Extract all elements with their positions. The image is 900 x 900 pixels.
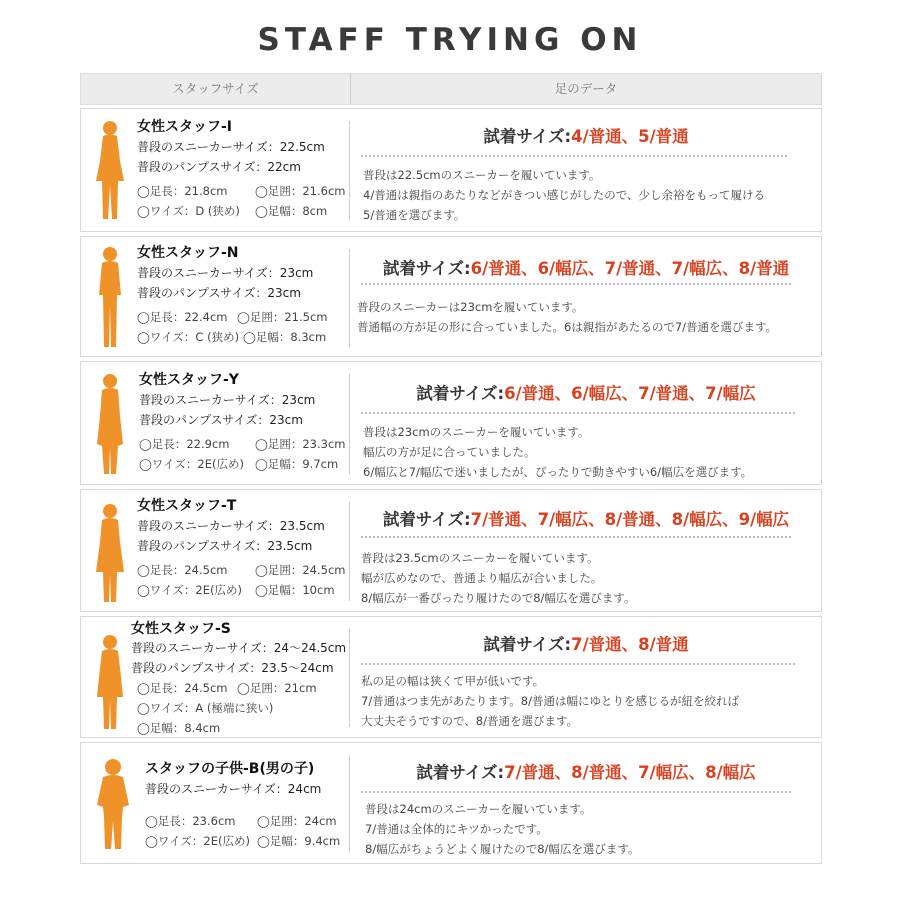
comment-line: 普段は22.5cmのスニーカーを履いています。 [363,168,601,182]
fit-sizes-heading [351,506,821,530]
fit-label: 試着サイズ: [382,510,471,529]
pumps-size: 普段のパンプスサイズ：23.5cm [137,539,313,553]
foot-girth: ◯足囲：24.5cm [255,563,346,577]
width-grade: ◯ワイズ：2E(広め) [137,583,242,597]
column-divider [349,502,350,601]
foot-width: ◯足幅：8.4cm [137,721,221,735]
sneaker-size: 普段のスニーカーサイズ：23cm [137,266,314,280]
column-divider [349,249,350,347]
staff-name: 女性スタッフ-S [131,621,231,637]
comment-line: 私の足の幅は狭くて甲が低いです。 [361,674,545,688]
fit-label: 試着サイズ: [416,763,505,782]
comment-line: 7/普通はつま先があたります。8/普通は幅にゆとりを感じるが紐を絞れば [361,694,739,708]
width-grade: ◯ワイズ：C (狭め) [137,330,240,344]
staff-name: 女性スタッフ-I [137,119,233,135]
pumps-size: 普段のパンプスサイズ：22cm [137,160,301,174]
foot-girth: ◯足囲：24cm [257,814,337,828]
fit-sizes: 4/普通、5/普通 [571,127,689,146]
comment-line: 普段は23cmのスニーカーを履いています。 [363,425,590,439]
fit-sizes-heading [351,631,821,655]
staff-name: 女性スタッフ-Y [139,372,239,388]
foot-length: ◯足長：22.4cm [137,310,228,324]
comment-line: 普段は23.5cmのスニーカーを履いています。 [361,551,599,565]
foot-girth: ◯足囲：21.6cm [255,184,346,198]
fit-sizes-heading [351,255,821,279]
comment-line: 5/普通を選びます。 [363,208,466,222]
sneaker-size: 普段のスニーカーサイズ：22.5cm [137,140,325,154]
comment-line: 大丈夫そうですので、8/普通を選びます。 [361,714,579,728]
width-grade: ◯ワイズ：2E(広め) [139,457,244,471]
header-staff-size: スタッフサイズ [81,74,351,104]
foot-length: ◯足長：21.8cm [137,184,228,198]
sneaker-size: 普段のスニーカーサイズ：24cm [145,782,322,796]
table-header [80,73,822,105]
pumps-size: 普段のパンプスサイズ：23cm [137,286,301,300]
width-grade: ◯ワイズ：A (極端に狭い) [137,701,274,715]
column-divider [349,121,350,221]
fit-label: 試着サイズ: [483,127,572,146]
foot-width: ◯足幅：9.4cm [257,834,341,848]
comment-line: 普段のスニーカーは23cmを履いています。 [357,300,584,314]
column-divider [349,374,350,474]
page-title: STAFF TRYING ON [257,22,643,58]
pumps-size: 普段のパンプスサイズ：23.5〜24cm [131,660,334,675]
staff-card-b [80,742,822,864]
fit-comment [363,165,765,225]
fit-sizes-heading [351,380,821,404]
fit-comment [363,422,752,482]
foot-girth: ◯足囲：21cm [237,681,317,695]
pumps-size: 普段のパンプスサイズ：23cm [139,413,303,427]
fit-sizes: 7/普通、8/普通 [571,635,689,654]
staff-card-s [80,616,822,738]
fit-comment [361,671,739,731]
column-divider [349,629,350,727]
fit-sizes: 7/普通、8/普通、7/幅広、8/幅広 [504,763,756,782]
staff-card-i [80,108,822,232]
width-grade: ◯ワイズ：2E(広め) [145,834,250,848]
foot-width: ◯足幅：8cm [255,204,328,218]
comment-line: 8/幅広が一番ぴったり履けたので8/幅広を選びます。 [361,591,636,605]
sneaker-size: 普段のスニーカーサイズ：24〜24.5cm [131,641,347,655]
staff-name: スタッフの子供-B(男の子) [145,761,315,777]
comment-line: 7/普通は全体的にキツかったです。 [365,822,548,836]
staff-card-y [80,361,822,485]
dotted-divider [361,155,787,157]
staff-name: 女性スタッフ-N [137,245,239,261]
foot-girth: ◯足囲：21.5cm [237,310,328,324]
fit-comment [357,297,777,337]
child-silhouette-icon [93,757,133,853]
comment-line: 6/幅広と7/幅広で迷いましたが、ぴったりで動きやすい6/幅広を選びます。 [363,465,753,479]
fit-label: 試着サイズ: [416,384,505,403]
comment-line: 普段は24cmのスニーカーを履いています。 [365,802,592,816]
foot-width: ◯足幅：10cm [255,583,335,597]
fit-sizes: 7/普通、7/幅広、8/普通、8/幅広、9/幅広 [470,510,790,529]
fit-sizes: 6/普通、6/幅広、7/普通、7/幅広、8/普通 [470,259,790,278]
fit-sizes: 6/普通、6/幅広、7/普通、7/幅広 [504,384,756,403]
sneaker-size: 普段のスニーカーサイズ：23cm [139,393,316,407]
fit-label: 試着サイズ: [483,635,572,654]
dotted-divider [361,663,795,665]
dotted-divider [361,283,791,285]
comment-line: 4/普通は親指のあたりなどがきつい感じがしたので、少し余裕をもって履ける [363,188,765,202]
foot-length: ◯足長：24.5cm [137,563,228,577]
foot-length: ◯足長：24.5cm [137,681,228,695]
fit-comment [365,799,639,859]
header-foot-data: 足のデータ [554,81,618,96]
comment-line: 8/幅広がちょうどよく履けたので8/幅広を選びます。 [365,842,640,856]
fit-comment [361,548,635,608]
woman-silhouette-icon [93,245,127,351]
comment-line: 幅広の方が足に合っていました。 [363,445,536,459]
foot-width: ◯足幅：8.3cm [243,330,327,344]
foot-width: ◯足幅：9.7cm [255,457,339,471]
foot-length: ◯足長：22.9cm [139,437,230,451]
staff-card-n [80,236,822,357]
woman-silhouette-icon [93,633,127,733]
column-divider [349,755,350,853]
woman-silhouette-icon [93,372,127,478]
comment-line: 幅が広めなので、普通より幅広が合いました。 [361,571,603,585]
woman-silhouette-icon [93,502,127,604]
width-grade: ◯ワイズ：D (狭め) [137,204,240,218]
woman-silhouette-icon [93,119,127,223]
fit-label: 試着サイズ: [382,259,471,278]
sneaker-size: 普段のスニーカーサイズ：23.5cm [137,519,325,533]
foot-length: ◯足長：23.6cm [145,814,236,828]
fit-sizes-heading [351,123,821,147]
staff-name: 女性スタッフ-T [137,498,237,514]
dotted-divider [361,536,791,538]
dotted-divider [361,791,791,793]
comment-line: 普通幅の方が足の形に合っていました。6は親指があたるので7/普通を選びます。 [357,320,778,334]
foot-girth: ◯足囲：23.3cm [255,437,346,451]
fit-sizes-heading [351,759,821,783]
staff-card-t [80,489,822,612]
dotted-divider [361,412,795,414]
